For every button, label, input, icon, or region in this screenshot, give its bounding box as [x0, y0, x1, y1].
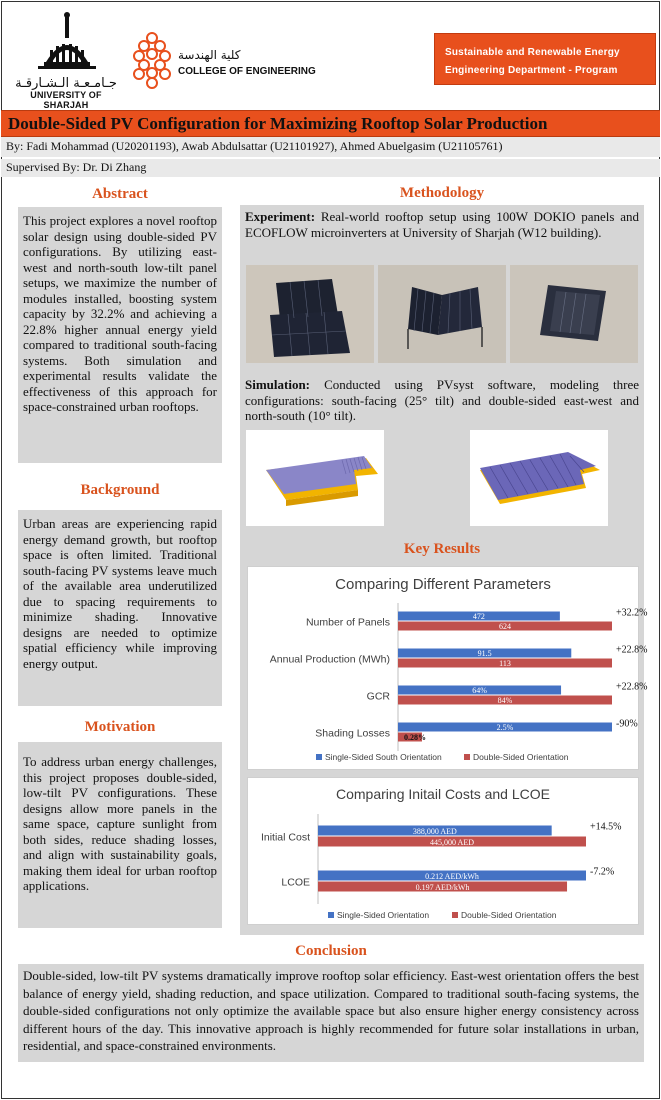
university-name-english: UNIVERSITY OF SHARJAH	[30, 90, 102, 110]
simulation-label: Simulation:	[245, 377, 311, 392]
category-label: LCOE	[281, 876, 310, 889]
conclusion-heading: Conclusion	[295, 943, 367, 959]
experiment-photo-3	[510, 265, 638, 363]
chart-title: Comparing Initail Costs and LCOE	[336, 786, 550, 802]
legend-swatch	[464, 754, 470, 760]
college-logo	[130, 30, 330, 90]
college-name-english: COLLEGE OF ENGINEERING	[178, 66, 316, 77]
motivation-box	[18, 742, 222, 928]
key-results-heading: Key Results	[403, 541, 481, 557]
background-text: Urban areas are experiencing rapid energy demand growth, but rooftop space is often limited. Traditional south-facing PV systems leave much of the available area underutilized due to spacing requirements to minimize shading. Innovative designs are needed to optimize spatial efficiency while improving energy output.	[23, 516, 217, 671]
change-annotation: -90%	[616, 718, 638, 730]
data-label: 91.5	[477, 649, 492, 658]
college-emblem-icon	[130, 30, 174, 90]
costs-chart-svg	[248, 778, 638, 924]
legend-swatch	[452, 912, 458, 918]
title-bar	[1, 110, 660, 137]
abstract-text: This project explores a novel rooftop solar design using double-sided PV configurations. By utilizing east-west and north-south low-tilt panel setups, we maximize the number of modules installed, boosting system capacity by 32.2% and achieving a 22.8% higher annual energy yield compared to traditional south-facing systems. Both simulation and experimental results validate the effectiveness of this approach for space-constrained urban rooftops.	[23, 213, 217, 414]
conclusion-box	[18, 964, 644, 1062]
authors-line: By: Fadi Mohammad (U20201193), Awab Abdulsattar (U21101927), Ahmed Abuelgasim (U21105761)	[1, 137, 660, 157]
category-label: Annual Production (MWh)	[269, 653, 390, 666]
simulation-paragraph	[245, 377, 639, 424]
costs-chart	[247, 777, 639, 925]
methodology-heading: Methodology	[399, 185, 485, 201]
poster-title: Double-Sided PV Configuration for Maximizing Rooftop Solar Production	[8, 114, 548, 133]
data-label: 0.28%	[404, 733, 426, 742]
simulation-render-double-sided	[470, 430, 608, 526]
data-label: 624	[499, 622, 511, 631]
data-label: 0.197 AED/kWh	[415, 883, 470, 892]
abstract-box	[18, 207, 222, 463]
legend-swatch	[316, 754, 322, 760]
legend-swatch	[328, 912, 334, 918]
legend-label: Double-Sided Orientation	[473, 752, 569, 762]
supervisor-line: Supervised By: Dr. Di Zhang	[1, 159, 660, 177]
abstract-heading: Abstract	[92, 186, 148, 202]
experiment-photo-1	[246, 265, 374, 363]
data-label: 2.5%	[496, 723, 514, 732]
data-label: 445,000 AED	[430, 838, 474, 847]
change-annotation: -7.2%	[590, 866, 615, 878]
parameters-chart	[247, 566, 648, 770]
data-label: 472	[472, 612, 485, 621]
data-label: 64%	[472, 686, 487, 695]
simulation-render-south	[246, 430, 384, 526]
category-label: Number of Panels	[305, 616, 390, 629]
category-label: GCR	[366, 690, 390, 703]
motivation-text: To address urban energy challenges, this project proposes double-sided, low-tilt PV configurations. These designs allow more panels in the same space, capture sunlight from both sides, reduce shading losses, and align with sustainability goals, making them ideal for urban rooftop applications.	[23, 754, 217, 893]
change-annotation: +32.2%	[616, 607, 648, 619]
data-label: 113	[499, 659, 511, 668]
experiment-paragraph	[245, 209, 639, 240]
simulation-text: Conducted using PVsyst software, modeling three configurations: south-facing (25° tilt) and double-sided east-west and north-south (10° tilt).	[245, 377, 639, 423]
experiment-photo-2	[378, 265, 506, 363]
data-label: 388,000 AED	[412, 827, 457, 836]
legend-label: Single-Sided Orientation	[337, 910, 430, 920]
experiment-text: Real-world rooftop setup using 100W DOKIO panels and ECOFLOW microinverters at University of Sharjah (W12 building).	[245, 209, 639, 240]
category-label: Initial Cost	[260, 831, 310, 844]
category-label: Shading Losses	[315, 727, 390, 740]
department-line-1: Sustainable and Renewable Energy	[445, 47, 620, 58]
university-emblem-icon	[6, 10, 126, 76]
chart-title: Comparing Different Parameters	[335, 576, 551, 593]
data-label: 0.212 AED/kWh	[425, 872, 479, 881]
department-box	[434, 33, 656, 85]
university-logo	[6, 10, 126, 110]
legend-label: Double-Sided Orientation	[461, 910, 557, 920]
experiment-label: Experiment:	[245, 209, 316, 224]
change-annotation: +14.5%	[590, 821, 622, 833]
background-box	[18, 510, 222, 706]
college-name-arabic: كلية الهندسة	[178, 48, 241, 62]
department-line-2: Engineering Department - Program	[445, 65, 618, 76]
parameters-chart-svg	[248, 567, 648, 769]
data-label: 84%	[497, 696, 513, 705]
legend-label: Single-Sided South Orientation	[325, 752, 442, 762]
university-name-arabic: جـامـعـة الـشـارقـة	[15, 76, 117, 91]
conclusion-text: Double-sided, low-tilt PV systems dramatically improve rooftop solar efficiency. East-west orientation offers the best balance of energy yield, shading reduction, and space utilization. Compared to traditional south-facing systems, the double-sided configurations not only optimize the available space but also ensure higher energy consistency across different hours of the day. This innovative approach is highly recommended for future solar installations in urban, residential, and space-constrained environments.	[23, 968, 639, 1053]
motivation-heading: Motivation	[84, 719, 156, 735]
change-annotation: +22.8%	[616, 681, 648, 693]
background-heading: Background	[80, 482, 160, 498]
change-annotation: +22.8%	[616, 644, 648, 656]
